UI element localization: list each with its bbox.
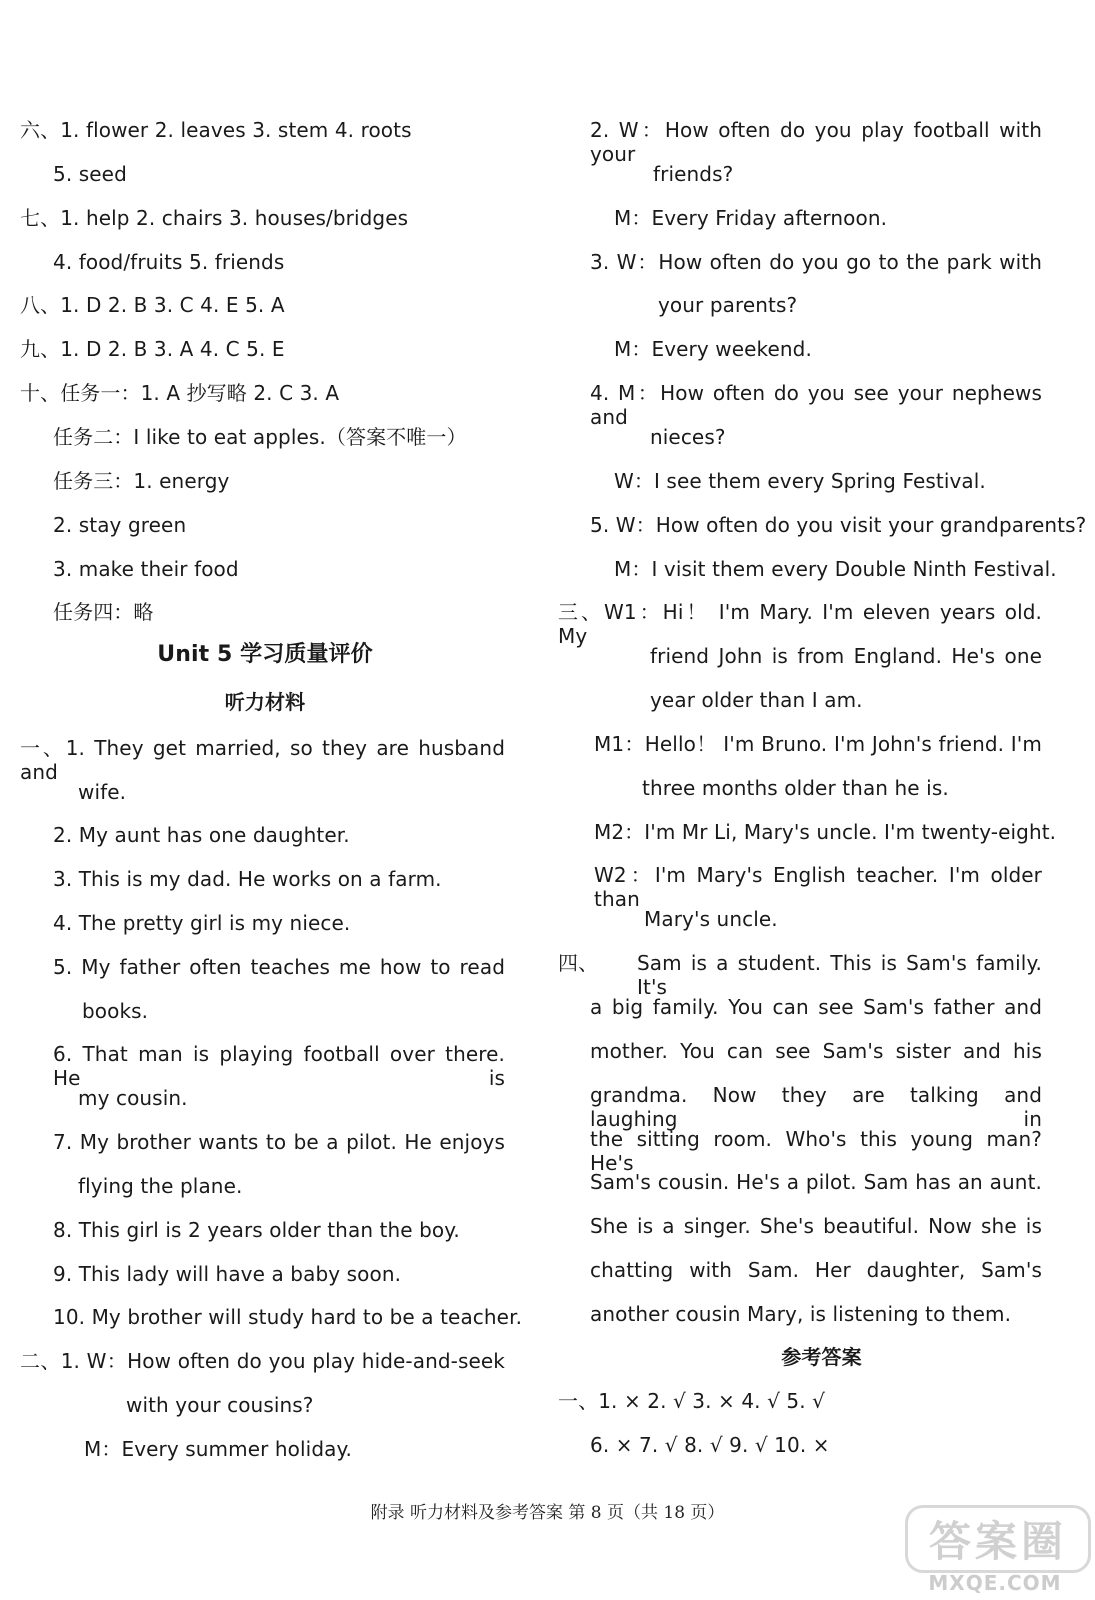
left-line: 3. make their food bbox=[53, 557, 239, 581]
right-line: Mary's uncle. bbox=[644, 907, 778, 931]
left-listening-line: my cousin. bbox=[78, 1086, 188, 1110]
right-line: W：I see them every Spring Festival. bbox=[614, 469, 986, 493]
left-listening-line: 2. My aunt has one daughter. bbox=[53, 823, 350, 847]
right-line: M1：Hello！ I'm Bruno. I'm John's friend. I'm bbox=[594, 732, 1042, 756]
right-line: 3. W：How often do you go to the park with bbox=[590, 250, 1042, 274]
left-listening-line: M：Every summer holiday. bbox=[84, 1437, 353, 1461]
answers-line: 6. × 7. √ 8. √ 9. √ 10. × bbox=[590, 1433, 830, 1457]
right-line: M：I visit them every Double Ninth Festival. bbox=[614, 557, 1057, 581]
right-line: W2：I'm Mary's English teacher. I'm older than bbox=[594, 863, 1042, 911]
right-line: 三、W1：Hi！ I'm Mary. I'm eleven years old. My bbox=[558, 600, 1042, 648]
right-line: 4. M：How often do you see your nephews and bbox=[590, 381, 1042, 429]
right-line: chatting with Sam. Her daughter, Sam's bbox=[590, 1258, 1042, 1282]
left-line: 任务三：1. energy bbox=[53, 469, 230, 493]
right-line: She is a singer. She's beautiful. Now she is bbox=[590, 1214, 1042, 1238]
right-line: 四、 bbox=[558, 951, 599, 975]
unit-heading: Unit 5 学习质量评价 bbox=[157, 642, 373, 667]
right-line: M：Every Friday afternoon. bbox=[614, 206, 888, 230]
left-line: 任务二：I like to eat apples.（答案不唯一） bbox=[53, 425, 467, 449]
left-listening-line: 7. My brother wants to be a pilot. He enjoys bbox=[53, 1130, 505, 1154]
left-listening-line: 3. This is my dad. He works on a farm. bbox=[53, 867, 442, 891]
left-listening-line: with your cousins? bbox=[126, 1393, 314, 1417]
left-listening-line: books. bbox=[82, 999, 149, 1023]
watermark-url: MXQE.COM bbox=[928, 1571, 1062, 1595]
left-line: 九、1. D 2. B 3. A 4. C 5. E bbox=[20, 337, 285, 361]
right-line: year older than I am. bbox=[650, 688, 863, 712]
right-line: nieces? bbox=[650, 425, 726, 449]
left-listening-line: 二、1. W：How often do you play hide-and-seek bbox=[20, 1349, 505, 1373]
right-line: friend John is from England. He's one bbox=[650, 644, 1042, 668]
left-line: 十、任务一：1. A 抄写略 2. C 3. A bbox=[20, 381, 340, 405]
listening-heading: 听力材料 bbox=[224, 690, 306, 714]
right-line: grandma. Now they are talking and laughing in bbox=[590, 1083, 1042, 1131]
left-line: 2. stay green bbox=[53, 513, 187, 537]
watermark bbox=[905, 1505, 1085, 1600]
left-line: 5. seed bbox=[53, 162, 127, 186]
page-footer: 附录 听力材料及参考答案 第 8 页（共 18 页） bbox=[370, 1503, 725, 1523]
left-listening-line: flying the plane. bbox=[78, 1174, 243, 1198]
answers-line: 一、1. × 2. √ 3. × 4. √ 5. √ bbox=[558, 1389, 825, 1413]
left-line: 六、1. flower 2. leaves 3. stem 4. roots bbox=[20, 118, 412, 142]
right-line: another cousin Mary, is listening to them. bbox=[590, 1302, 1012, 1326]
right-line: your parents? bbox=[658, 293, 798, 317]
watermark-logo: 答案圈 bbox=[905, 1505, 1091, 1573]
left-line: 八、1. D 2. B 3. C 4. E 5. A bbox=[20, 293, 285, 317]
right-line: a big family. You can see Sam's father and bbox=[590, 995, 1042, 1019]
left-listening-line: 4. The pretty girl is my niece. bbox=[53, 911, 351, 935]
right-line: friends? bbox=[653, 162, 734, 186]
right-line: three months older than he is. bbox=[642, 776, 949, 800]
left-listening-line: 6. That man is playing football over there. He is bbox=[53, 1042, 505, 1090]
answers-heading: 参考答案 bbox=[781, 1345, 862, 1369]
left-line: 任务四：略 bbox=[53, 600, 154, 624]
left-listening-line: 10. My brother will study hard to be a teacher. bbox=[53, 1305, 523, 1329]
left-listening-line: 9. This lady will have a baby soon. bbox=[53, 1262, 402, 1286]
left-line: 七、1. help 2. chairs 3. houses/bridges bbox=[20, 206, 409, 230]
right-line: mother. You can see Sam's sister and his bbox=[590, 1039, 1042, 1063]
left-listening-line: wife. bbox=[78, 780, 127, 804]
left-line: 4. food/fruits 5. friends bbox=[53, 250, 285, 274]
right-line: Sam is a student. This is Sam's family. It's bbox=[637, 951, 1042, 999]
right-line: M：Every weekend. bbox=[614, 337, 812, 361]
left-listening-line: 一、1. They get married, so they are husband and bbox=[20, 736, 505, 784]
left-listening-line: 8. This girl is 2 years older than the boy. bbox=[53, 1218, 460, 1242]
left-listening-line: 5. My father often teaches me how to read bbox=[53, 955, 505, 979]
right-line: M2：I'm Mr Li, Mary's uncle. I'm twenty-eight. bbox=[594, 820, 1057, 844]
right-line: the sitting room. Who's this young man? He's bbox=[590, 1127, 1042, 1175]
right-line: 5. W：How often do you visit your grandparents? bbox=[590, 513, 1087, 537]
right-line: 2. W：How often do you play football with your bbox=[590, 118, 1042, 166]
right-line: Sam's cousin. He's a pilot. Sam has an aunt. bbox=[590, 1170, 1042, 1194]
